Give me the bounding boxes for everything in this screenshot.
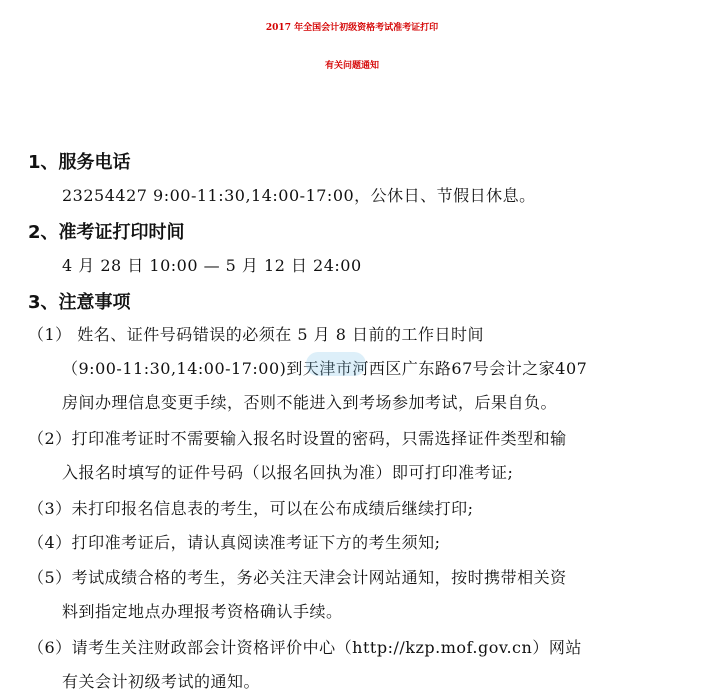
notes-line: （9:00-11:30,14:00-17:00)到天津市河西区广东路67号会计之家407 bbox=[62, 359, 588, 378]
watermark-logo bbox=[306, 352, 366, 376]
notes-line: （1） 姓名、证件号码错误的必须在 5 月 8 日前的工作日时间 bbox=[28, 325, 484, 344]
section-heading-phone: 1、服务电话 bbox=[28, 152, 131, 173]
notes-line: （4）打印准考证后，请认真阅读准考证下方的考生须知; bbox=[28, 533, 441, 552]
notes-line: （5）考试成绩合格的考生，务必关注天津会计网站通知，按时携带相关资 bbox=[28, 568, 567, 587]
notes-line: 有关会计初级考试的通知。 bbox=[62, 672, 261, 691]
page-subtitle: 有关问题通知 bbox=[324, 61, 379, 71]
notes-line: （2）打印准考证时不需要输入报名时设置的密码，只需选择证件类型和输 bbox=[28, 429, 567, 448]
notes-line: 入报名时填写的证件号码（以报名回执为准）即可打印准考证; bbox=[62, 463, 514, 482]
section-heading-print-time: 2、准考证打印时间 bbox=[28, 222, 185, 243]
section-heading-notes: 3、注意事项 bbox=[28, 292, 131, 313]
phone-hours-line: 23254427 9:00-11:30,14:00-17:00，公休日、节假日休息。 bbox=[62, 186, 536, 205]
page-title: 2017 年全国会计初级资格考试准考证打印 bbox=[265, 23, 439, 33]
notes-line: 料到指定地点办理报考资格确认手续。 bbox=[62, 602, 343, 621]
notes-line: 房间办理信息变更手续，否则不能进入到考场参加考试，后果自负。 bbox=[62, 393, 558, 412]
notes-line: （3）未打印报名信息表的考生，可以在公布成绩后继续打印; bbox=[28, 499, 474, 518]
print-time-line: 4 月 28 日 10:00 — 5 月 12 日 24:00 bbox=[62, 256, 362, 275]
notes-line: （6）请考生关注财政部会计资格评价中心（http://kzp.mof.gov.cn）网站 bbox=[28, 638, 582, 657]
